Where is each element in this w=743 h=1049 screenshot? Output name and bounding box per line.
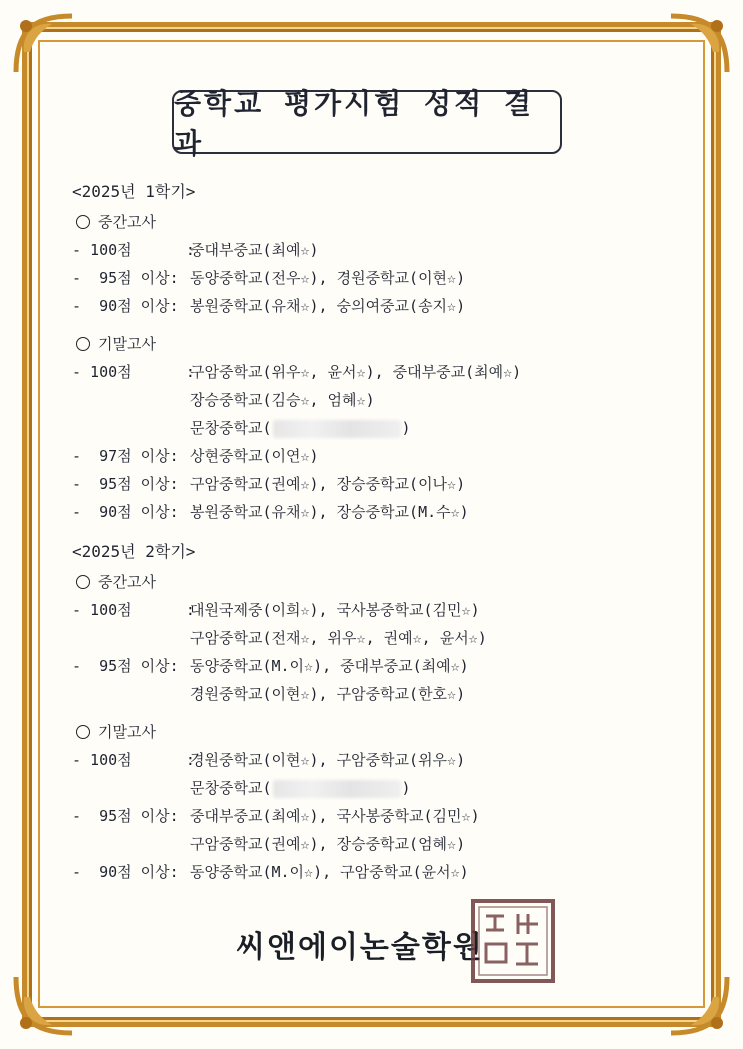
score-label: - 95점 이상: [72,475,179,493]
result-line-prefix: 문창중학교( [190,419,272,437]
exam-heading [72,718,672,746]
score-label: - 100점 : [72,601,195,619]
score-label: - 100점 : [72,241,195,259]
result-line: 상현중학교(이연☆) [190,447,319,465]
result-line: 봉원중학교(유채☆), 장승중학교(M.수☆) [190,503,469,521]
score-label: - 90점 이상: [72,297,179,315]
result-row [72,858,672,886]
result-row [72,652,672,708]
exam-name: 중간고사 [98,213,156,231]
result-line: 구암중학교(권예☆), 장승중학교(이나☆) [190,475,466,493]
result-line: 구암중학교(전재☆, 위우☆, 권예☆, 윤서☆) [190,629,487,647]
result-line: 봉원중학교(유채☆), 숭의여중교(송지☆) [190,297,466,315]
results-content [72,178,672,886]
score-label: - 95점 이상: [72,807,179,825]
result-line: 중대부중교(최예☆), 국사봉중학교(김민☆) [190,807,480,825]
score-label: - 90점 이상: [72,503,179,521]
result-line-redacted [190,414,521,442]
result-line-redacted [190,774,465,802]
result-line-prefix: 문창중학교( [190,779,272,797]
circle-bullet-icon [76,215,90,229]
exam-heading [72,208,672,236]
score-label: - 100점 : [72,363,195,381]
score-label: - 95점 이상: [72,269,179,287]
result-line: 동양중학교(M.이☆), 구암중학교(윤서☆) [190,863,469,881]
result-row [72,746,672,802]
result-line: 경원중학교(이현☆), 구암중학교(한호☆) [190,685,466,703]
result-line: 경원중학교(이현☆), 구암중학교(위우☆) [190,751,466,769]
result-row [72,498,672,526]
result-row [72,470,672,498]
score-label: - 97점 이상: [72,447,179,465]
score-label: - 90점 이상: [72,863,179,881]
circle-bullet-icon [76,337,90,351]
corner-ornament-icon [12,973,76,1037]
redacted-blur [273,420,401,438]
exam-name: 기말고사 [98,723,156,741]
corner-ornament-icon [12,12,76,76]
circle-bullet-icon [76,575,90,589]
result-line: 구암중학교(위우☆, 윤서☆), 중대부중교(최예☆) [190,363,522,381]
result-row [72,264,672,292]
exam-heading [72,568,672,596]
academy-name: 씨앤에이논술학원 [236,930,484,965]
score-label: - 95점 이상: [72,657,179,675]
result-line: 장승중학교(김승☆, 엄혜☆) [190,391,375,409]
exam-name: 기말고사 [98,335,156,353]
semester-heading: <2025년 1학기> [72,182,196,201]
exam-name: 중간고사 [98,573,156,591]
corner-ornament-icon [667,12,731,76]
score-label: - 100점 : [72,751,195,769]
result-line: 동양중학교(전우☆), 경원중학교(이현☆) [190,269,466,287]
result-line: 구암중학교(권예☆), 장승중학교(엄혜☆) [190,835,466,853]
corner-ornament-icon [667,973,731,1037]
redacted-close: ) [401,419,411,437]
result-row [72,292,672,320]
result-line: 대원국제중(이희☆), 국사봉중학교(김민☆) [190,601,480,619]
seal-stamp-icon [470,898,556,984]
semester-heading: <2025년 2학기> [72,542,196,561]
result-line: 중대부중교(최예☆) [190,241,319,259]
redacted-close: ) [401,779,411,797]
circle-bullet-icon [76,725,90,739]
redacted-blur [273,780,401,798]
result-line: 동양중학교(M.이☆), 중대부중교(최예☆) [190,657,469,675]
document-title: 중학교 평가시험 성적 결과 [172,90,562,154]
result-row [72,596,672,652]
result-row [72,236,672,264]
result-row [72,442,672,470]
result-row [72,802,672,858]
result-row [72,358,672,442]
exam-heading [72,330,672,358]
